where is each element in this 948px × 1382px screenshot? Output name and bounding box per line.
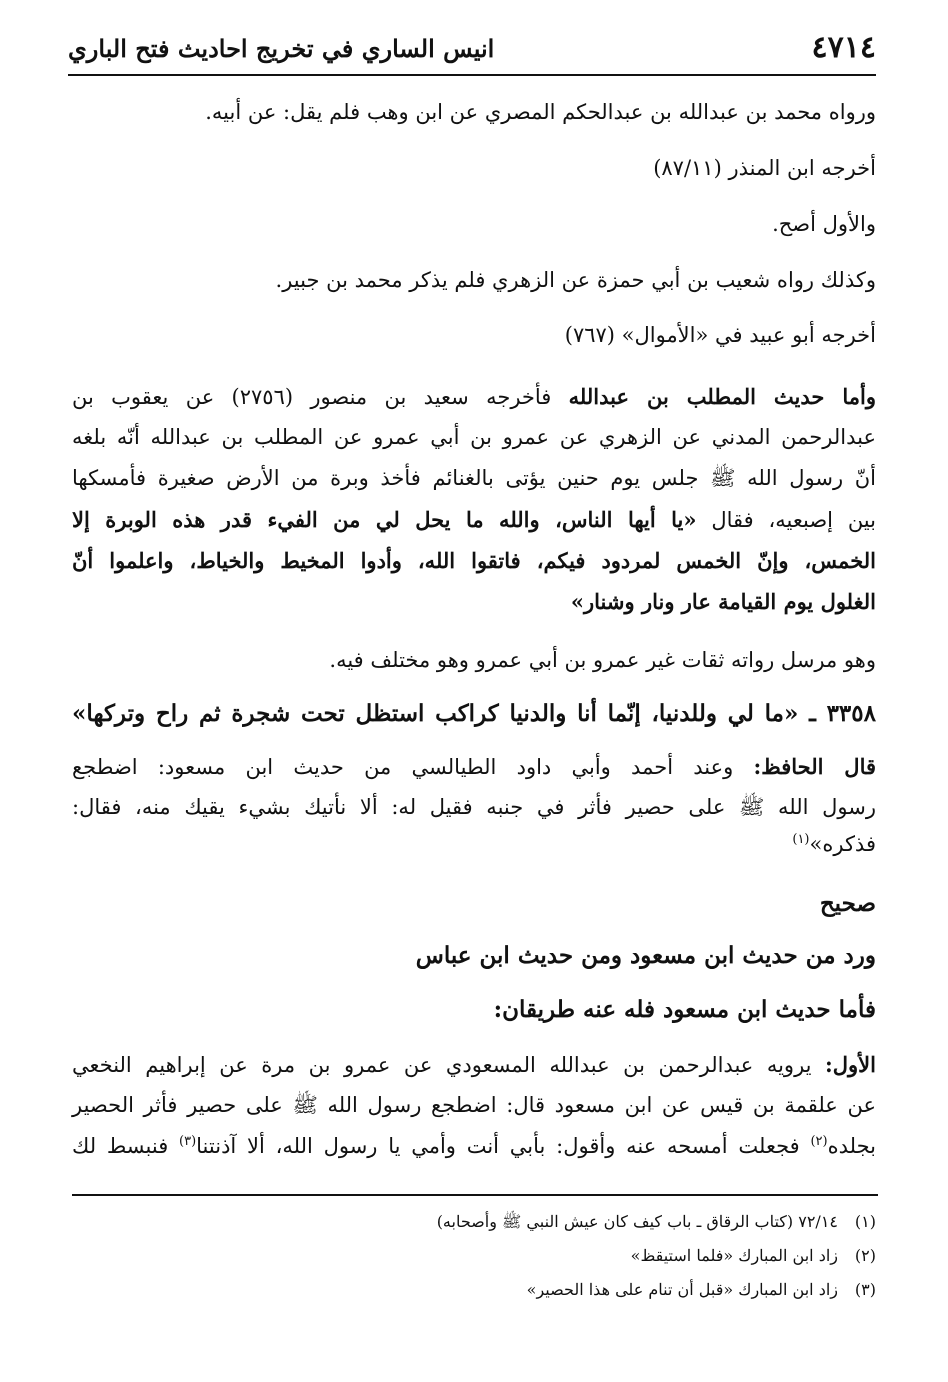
footnote: (٢)زاد ابن المبارك «فلما استيقظ»: [630, 1246, 876, 1265]
hadith-quote: «يا أيها الناس، والله ما يحل لي من الفيء قدر هذه الوبرة إلا: [72, 507, 697, 532]
paragraph-line: وأما حديث المطلب بن عبدالله فأخرجه سعيد بن منصور (٢٧٥٦) عن يعقوب بن: [72, 384, 876, 409]
paragraph-line: عبدالرحمن المدني عن الزهري عن عمرو بن أبي عمرو عن المطلب بن عبدالله أنّه بلغه: [72, 425, 876, 449]
text-line: والأول أصح.: [772, 212, 876, 236]
hafiz-label: قال الحافظ:: [753, 754, 877, 779]
subheading: فأما حديث ابن مسعود فله عنه طريقان:: [493, 996, 876, 1023]
footnote-ref: (٢): [810, 1134, 828, 1149]
paragraph-line: بين إصبعيه، فقال «يا أيها الناس، والله ما يحل لي من الفيء قدر هذه الوبرة إلا: [72, 507, 876, 532]
text-line: وكذلك رواه شعيب بن أبي حمزة عن الزهري فلم يذكر محمد بن جبير.: [275, 268, 876, 292]
footnote: (١)٧٢/١٤ (كتاب الرقاق ـ باب كيف كان عيش النبي ﷺ وأصحابه): [436, 1212, 876, 1231]
paragraph-line: الأول: يرويه عبدالرحمن بن عبدالله المسعودي عن عمرو بن مرة عن إبراهيم النخعي: [72, 1052, 876, 1077]
footnote-ref: (١): [792, 832, 810, 847]
paragraph-line: عن علقمة بن قيس عن ابن مسعود قال: اضطجع رسول الله ﷺ على حصير فأثر الحصير: [72, 1093, 876, 1117]
paragraph-line: أنّ رسول الله ﷺ جلس يوم حنين يؤتى بالغنائم فأخذ وبرة من الأرض صغيرة فأمسكها: [72, 466, 876, 490]
text-line: أخرجه أبو عبيد في «الأموال» (٧٦٧): [564, 323, 876, 347]
page-number: ٤٧١٤: [811, 30, 876, 65]
hadith-quote-line: الغلول يوم القيامة عار ونار وشنار»: [570, 589, 876, 614]
paragraph-line: فذكره»$^{(١)}$: [792, 832, 876, 856]
footnote-divider: [72, 1194, 878, 1196]
hadith-quote-line: الخمس، وإنّ الخمس لمردود فيكم، فاتقوا الله، وأدوا المخيط والخياط، واعلموا أنّ: [72, 548, 876, 573]
text-line: أخرجه ابن المنذر (٨٧/١١): [653, 156, 876, 180]
text-line: ورواه محمد بن عبدالله بن عبدالحكم المصري عن ابن وهب فلم يقل: عن أبيه.: [205, 100, 876, 124]
page-header: [68, 30, 876, 76]
grade-label: صحيح: [819, 890, 876, 917]
paragraph-line: بجلده$^{(٢)}$ فجعلت أمسحه عنه وأقول: بأبي أنت وأمي يا رسول الله، ألا آذنتنا$^{(٣)}$ فنبسط لك: [72, 1134, 876, 1158]
footnote: (٣)زاد ابن المبارك «قبل أن تنام على هذا الحصير»: [526, 1280, 876, 1299]
book-title: انيس الساري في تخريج احاديث فتح الباري: [68, 34, 495, 63]
text-line: وهو مرسل رواته ثقات غير عمرو بن أبي عمرو وهو مختلف فيه.: [329, 648, 876, 672]
bold-lead: وأما حديث المطلب بن عبدالله: [568, 384, 876, 409]
subheading: ورد من حديث ابن مسعود ومن حديث ابن عباس: [415, 942, 876, 969]
first-label: الأول:: [825, 1052, 876, 1077]
paragraph-line: قال الحافظ: وعند أحمد وأبي داود الطيالسي من حديث ابن مسعود: اضطجع: [72, 754, 877, 779]
paragraph-line: رسول الله ﷺ على حصير فأثر في جنبه فقيل له: ألا نأتيك بشيء يقيك منه، فقال:: [72, 795, 876, 819]
footnote-ref: (٣): [179, 1134, 197, 1149]
hadith-heading: ٣٣٥٨ ـ «ما لي وللدنيا، إنّما أنا والدنيا كراكب استظل تحت شجرة ثم راح وتركها»: [72, 700, 876, 727]
